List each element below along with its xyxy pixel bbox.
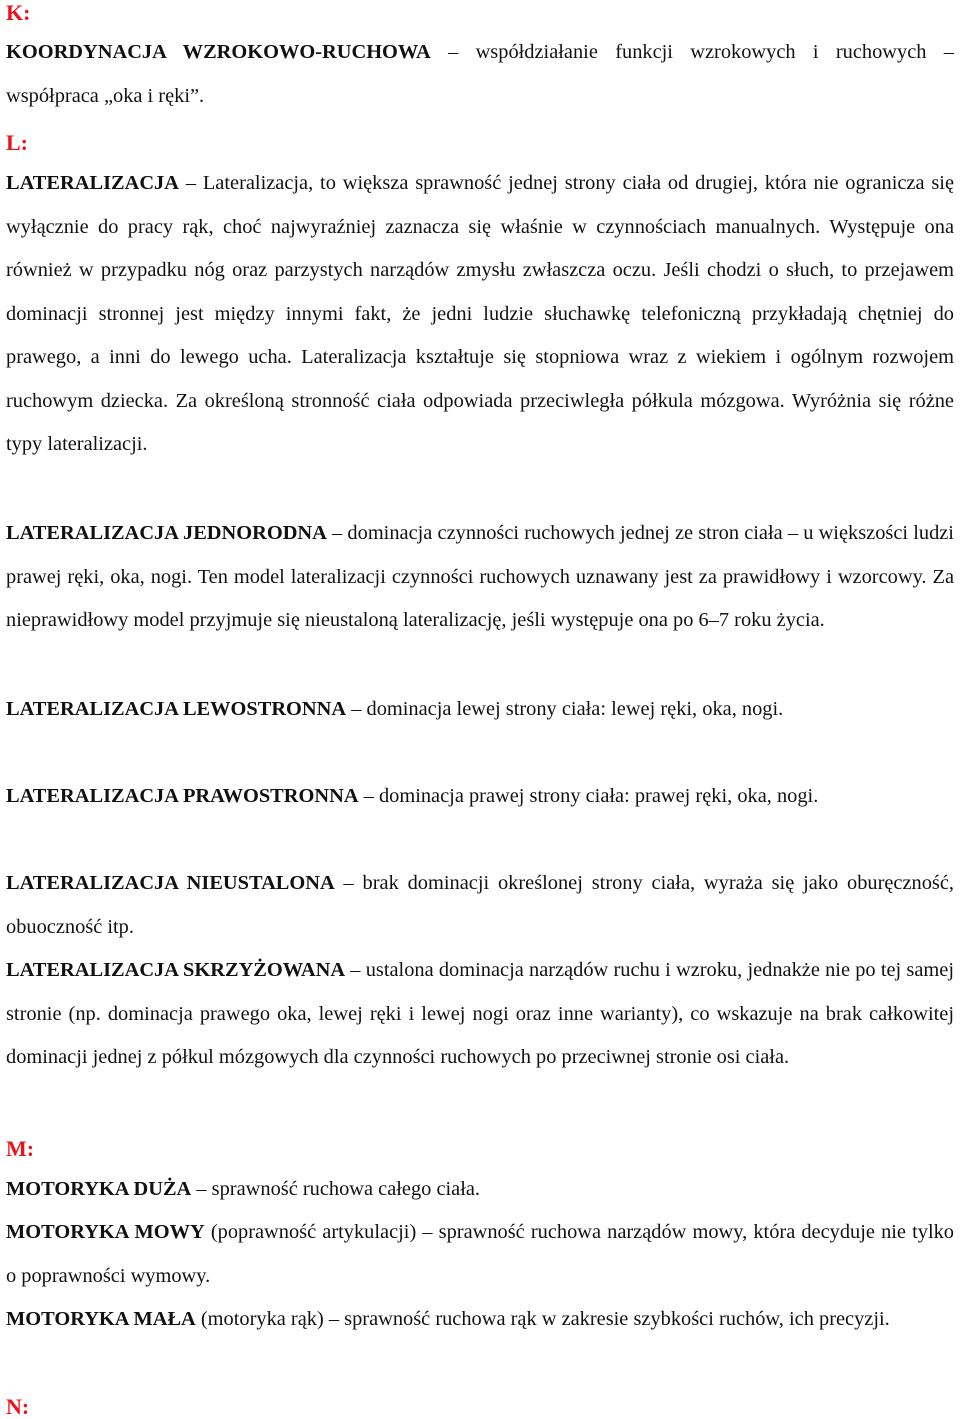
term-lateralizacja-prawostronna: LATERALIZACJA PRAWOSTRONNA [6,785,359,807]
term-motoryka-mowy: MOTORYKA MOWY [6,1221,205,1243]
entry-lateralizacja-lewostronna [6,688,954,732]
definition-lateralizacja-jednorodna: – dominacja czynności ruchowych jednej ze stron ciała – u większości ludzi prawej ręki, oka, nogi. Ten model lateralizacji czynności ruchowych uznawany jest za prawidłowy i wzorcowy. Za nieprawidłowy model przyjmuje się nieustaloną lateralizację, jeśli występuje ona po 6–7 roku życia. [6,522,954,631]
term-lateralizacja-nieustalona: LATERALIZACJA NIEUSTALONA [6,872,335,894]
definition-motoryka-duza: – sprawność ruchowa całego ciała. [191,1178,481,1200]
definition-motoryka-mowy: (poprawność artykulacji) – sprawność ruchowa narządów mowy, która decyduje nie tylko o poprawności wymowy. [6,1221,954,1287]
definition-lateralizacja-skrzyzowana: – ustalona dominacja narządów ruchu i wzroku, jednakże nie po tej samej stronie (np. dominacja prawego oka, lewej ręki i lewej nogi oraz inne warianty), co wskazuje na brak całkowitej dominacji jednej z półkul mózgowych dla czynności ruchowych po przeciwnej stronie osi ciała. [6,959,954,1068]
term-lateralizacja-lewostronna: LATERALIZACJA LEWOSTRONNA [6,698,347,720]
definition-lateralizacja-prawostronna: – dominacja prawej strony ciała: prawej ręki, oka, nogi. [358,785,819,807]
entry-lateralizacja-prawostronna [6,775,954,819]
entry-lateralizacja-skrzyzowana [6,949,954,1080]
definition-lateralizacja-lewostronna: – dominacja lewej strony ciała: lewej ręki, oka, nogi. [346,698,784,720]
term-motoryka-duza: MOTORYKA DUŻA [6,1178,192,1200]
section-letter-n: N: [6,1394,30,1419]
term-lateralizacja-jednorodna: LATERALIZACJA JEDNORODNA [6,522,327,544]
section-letter-l: L: [6,130,28,155]
term-motoryka-mala: MOTORYKA MAŁA [6,1308,196,1330]
definition-koordynacja: – współdziałanie funkcji wzrokowych i ruchowych – współpraca „oka i ręki”. [6,41,954,107]
definition-motoryka-mala: (motoryka rąk) – sprawność ruchowa rąk w zakresie szybkości ruchów, ich precyzji. [195,1308,890,1330]
section-letter-k: K: [6,0,31,25]
entry-lateralizacja [6,162,954,467]
entry-lateralizacja-jednorodna [6,512,954,643]
section-letter-m: M: [6,1136,35,1161]
definition-lateralizacja-nieustalona: – brak dominacji określonej strony ciała, wyraża się jako oburęczność, obuoczność itp. [6,872,954,938]
entry-lateralizacja-nieustalona [6,862,954,949]
entry-koordynacja [6,31,954,118]
entry-motoryka-mowy [6,1211,954,1298]
definition-lateralizacja: – Lateralizacja, to większa sprawność jednej strony ciała od drugiej, która nie ogranicza się wyłącznie do pracy rąk, choć najwyraźniej zaznacza się właśnie w czynnościach manualnych. Występuje ona również w przypadku nóg oraz parzystych narządów zmysłu zwłaszcza oczu. Jeśli chodzi o słuch, to przejawem dominacji stronnej jest między innymi fakt, że jedni ludzie słuchawkę telefoniczną przykładają chętniej do prawego, a inni do lewego ucha. Lateralizacja kształtuje się stopniowa wraz z wiekiem i ogólnym rozwojem ruchowym dziecka. Za określoną stronność ciała odpowiada przeciwległa półkula mózgowa. Wyróżnia się różne typy lateralizacji. [6,172,954,455]
term-koordynacja: KOORDYNACJA WZROKOWO-RUCHOWA [6,41,431,63]
entry-motoryka-duza [6,1168,954,1212]
entry-motoryka-mala [6,1298,954,1342]
term-lateralizacja: LATERALIZACJA [6,172,179,194]
term-lateralizacja-skrzyzowana: LATERALIZACJA SKRZYŻOWANA [6,959,346,981]
